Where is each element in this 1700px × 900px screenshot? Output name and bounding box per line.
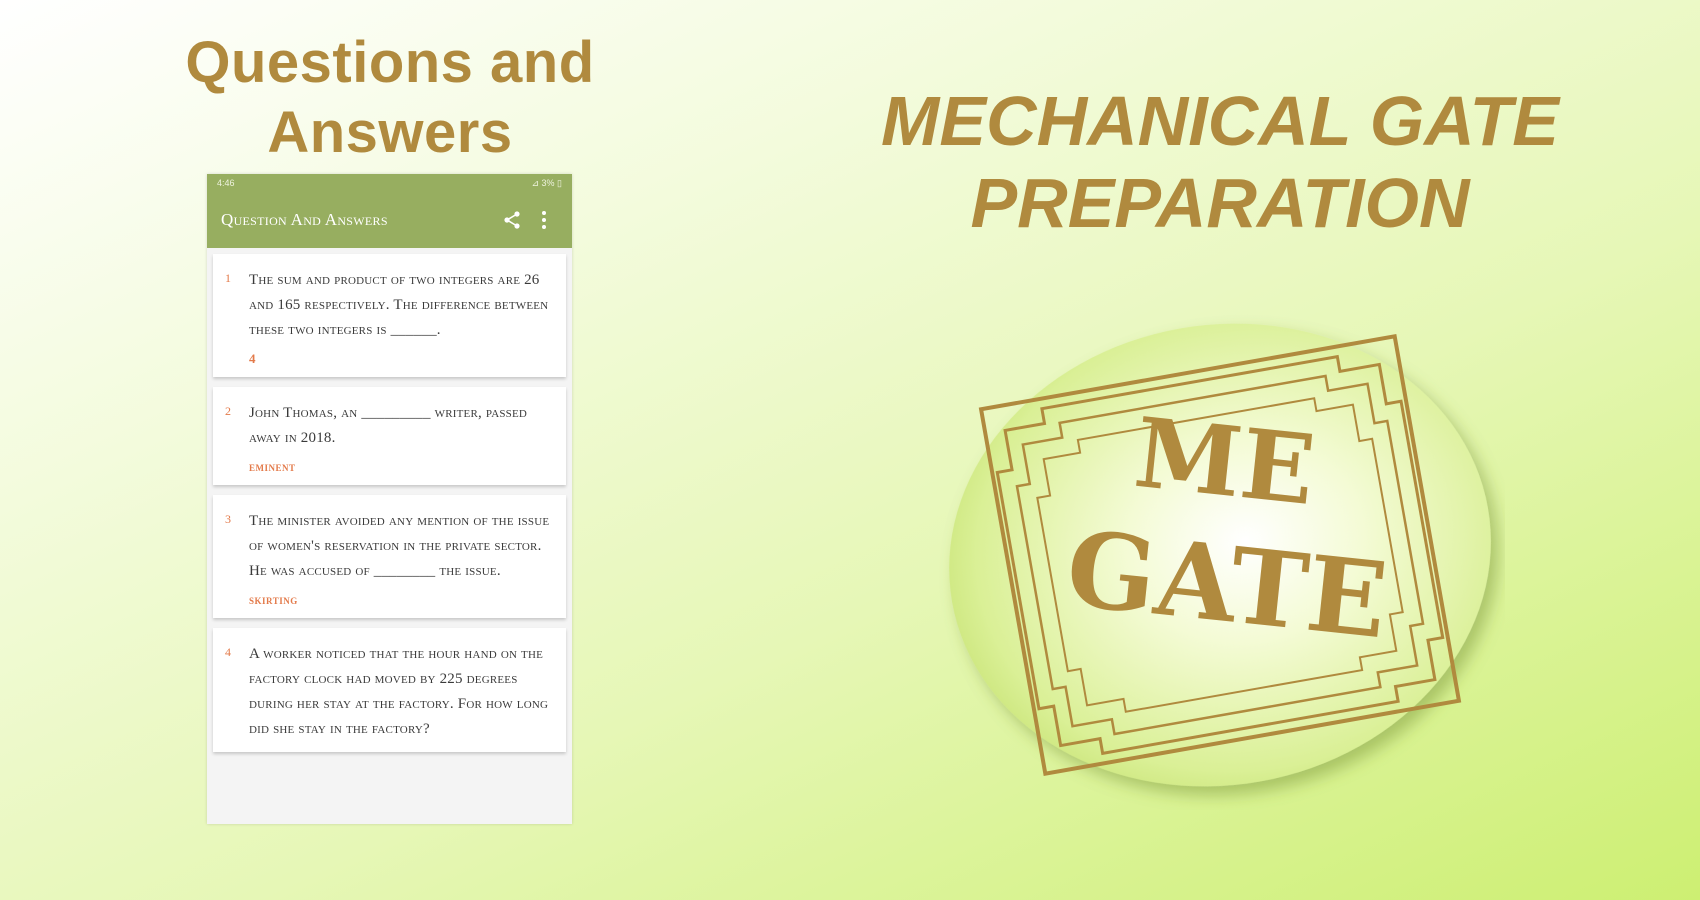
app-bar-title: Question And Answers: [221, 210, 388, 229]
question-card[interactable]: [213, 387, 566, 485]
question-text: The minister avoided any mention of the issue of women's reservation in the private sector. He was accused of ________ the issue.: [249, 513, 550, 579]
question-list: [207, 248, 572, 752]
question-answer: 4: [249, 351, 256, 366]
question-number: 4: [225, 645, 231, 659]
question-text: The sum and product of two integers are 26 and 165 respectively. The difference between these two integers is ______.: [249, 272, 549, 338]
question-number: 2: [225, 404, 231, 418]
question-text: John Thomas, an _________ writer, passed away in 2018.: [249, 405, 528, 446]
title-line-1: MECHANICAL GATE: [881, 82, 1559, 160]
app-bar: [207, 192, 572, 248]
question-number: 3: [225, 512, 231, 526]
badge-line-1: ME: [1129, 395, 1320, 528]
question-answer: eminent: [249, 459, 296, 474]
promo-heading: [150, 28, 630, 168]
heading-line-2: Answers: [267, 100, 513, 165]
status-time: 4:46: [217, 178, 235, 188]
heading-line-1: Questions and: [185, 30, 595, 95]
status-indicators: ⊿ 3% ▯: [531, 177, 562, 188]
question-number: 1: [225, 271, 231, 285]
me-gate-badge-logo: [935, 300, 1505, 810]
question-text: A worker noticed that the hour hand on the factory clock had moved by 225 degrees during her stay at the factory. For how long did she stay in the factory?: [249, 646, 549, 737]
share-icon[interactable]: [496, 204, 528, 236]
question-answer: skirting: [249, 592, 298, 607]
title-line-2: PREPARATION: [970, 164, 1470, 242]
badge-line-2: GATE: [1061, 506, 1393, 663]
app-title-banner: [840, 80, 1600, 244]
status-bar: [207, 174, 572, 192]
question-card[interactable]: [213, 495, 566, 618]
more-vert-icon[interactable]: [528, 204, 560, 236]
question-card[interactable]: [213, 254, 566, 377]
phone-screenshot: [207, 174, 572, 824]
question-card[interactable]: [213, 628, 566, 752]
